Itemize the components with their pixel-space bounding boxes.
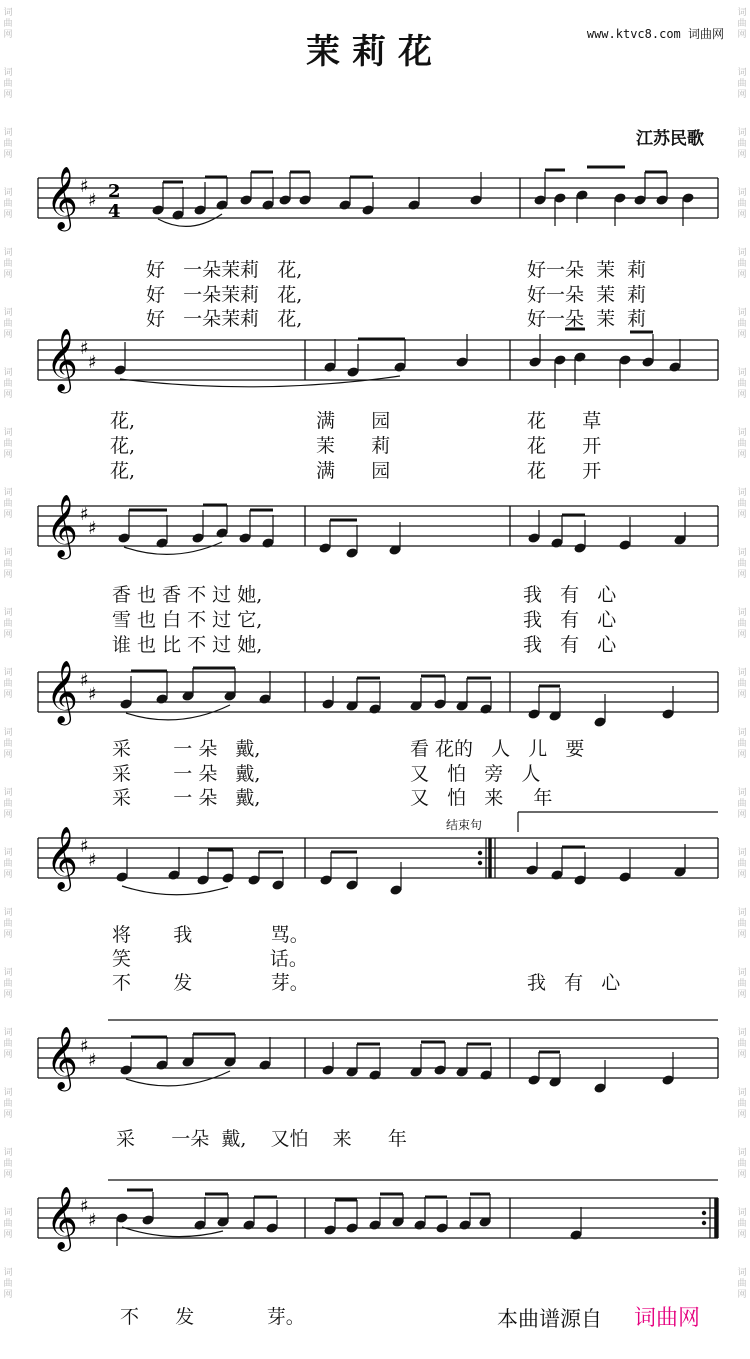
time-signature-bottom: 4: [108, 201, 121, 222]
song-credit: 江苏民歌: [636, 129, 704, 149]
treble-clef-icon: 𝄞: [46, 1186, 78, 1249]
staff-system-7: [0, 1186, 750, 1260]
lyric-s2-l2a: 花,: [110, 435, 136, 457]
lyric-s1-l1a: 好 一朵茉莉 花,: [146, 259, 303, 281]
time-signature-top: 2: [108, 181, 121, 202]
treble-clef-icon: 𝄞: [46, 660, 78, 723]
staff-system-6: [0, 1026, 750, 1100]
site-tag[interactable]: www.ktvc8.com 词曲网: [586, 27, 724, 41]
sharp-icon: ♯: [88, 1210, 97, 1231]
page-title: 茉莉花: [306, 32, 444, 72]
slur: [158, 214, 222, 226]
treble-clef-icon: 𝄞: [46, 494, 78, 557]
lyric-s3-l2b: 我 有 心: [523, 609, 617, 631]
lyric-s1-l2a: 好 一朵茉莉 花,: [146, 284, 303, 306]
staff-system-2: [0, 328, 750, 402]
lyric-s4-l3b: 又 怕 来 年: [410, 787, 553, 809]
lyric-s2-l2c: 花 开: [527, 435, 602, 457]
lyric-s1-l3b: 好一朵 茉 莉: [527, 308, 647, 330]
watermark-left: 词 曲 网 词 曲 网 词 曲 网 词 曲 网 词 曲 网 词 曲 网 词 曲 网 词 曲 网 词 曲 网 词 曲 网 词 曲 网 词 曲 网 词 曲 网 词 曲 网 词 曲 网 词 曲 网 词 曲 网 词 曲 网 词 曲 网 词 曲 网 词 曲 网 词 曲 网: [3, 8, 13, 1300]
lyric-s5-l2: 笑 话。: [112, 948, 308, 970]
lyric-s3-l2a: 雪 也 白 不 过 它,: [112, 609, 263, 631]
footer-site-link[interactable]: 词曲网: [634, 1306, 701, 1331]
lyric-s1-l2b: 好一朵 茉 莉: [527, 284, 647, 306]
sharp-icon: ♯: [80, 670, 89, 691]
lyric-s2-l3a: 花,: [110, 460, 136, 482]
lyric-s1-l3a: 好 一朵茉莉 花,: [146, 308, 303, 330]
treble-clef-icon: 𝄞: [46, 826, 78, 889]
sharp-icon: ♯: [80, 338, 89, 359]
lyric-s2-l1a: 花,: [110, 410, 136, 432]
footer-source: 本曲谱源自: [497, 1307, 602, 1331]
staff-system-3: [0, 494, 750, 568]
treble-clef-icon: 𝄞: [46, 1026, 78, 1089]
treble-clef-icon: 𝄞: [46, 166, 78, 229]
lyric-s5-l3: 不 发 芽。: [112, 972, 309, 994]
lyric-s5-l3b: 我 有 心: [527, 972, 621, 994]
lyric-s4-l1b: 看 花的 人 儿 要: [410, 738, 585, 760]
lyric-s1-l1b: 好一朵 茉 莉: [527, 259, 647, 281]
lyric-s3-l3a: 谁 也 比 不 过 她,: [112, 634, 263, 656]
sharp-icon: ♯: [80, 504, 89, 525]
lyric-s4-l3a: 采 一 朵 戴,: [112, 787, 261, 809]
treble-clef-icon: 𝄞: [46, 328, 78, 391]
lyric-s2-l3c: 花 开: [527, 460, 602, 482]
lyric-s4-l2a: 采 一 朵 戴,: [112, 763, 261, 785]
sharp-icon: ♯: [88, 1050, 97, 1071]
lyric-s3-l1a: 香 也 香 不 过 她,: [112, 584, 263, 606]
staff-system-4: [0, 660, 750, 734]
sharp-icon: ♯: [80, 836, 89, 857]
lyric-s2-l2b: 茉 莉: [316, 435, 391, 457]
lyric-s2-l3b: 满 园: [316, 460, 391, 482]
lyric-s4-l1a: 采 一 朵 戴,: [112, 738, 261, 760]
sharp-icon: ♯: [88, 684, 97, 705]
lyric-s7-l1: 不 发 芽。: [120, 1306, 305, 1328]
slur: [120, 376, 400, 387]
sharp-icon: ♯: [80, 1196, 89, 1217]
lyric-s3-l3b: 我 有 心: [523, 634, 617, 656]
lyric-s2-l1b: 满 园: [316, 410, 391, 432]
ending-label: 结束句: [446, 818, 483, 832]
sharp-icon: ♯: [88, 518, 97, 539]
lyric-s2-l1c: 花 草: [527, 410, 602, 432]
staff-system-1: [0, 166, 750, 240]
sharp-icon: ♯: [88, 190, 97, 211]
lyric-s3-l1b: 我 有 心: [523, 584, 617, 606]
lyric-s6-l1: 采 一朵 戴, 又怕 来 年: [116, 1128, 407, 1150]
slur: [124, 542, 222, 554]
sharp-icon: ♯: [88, 850, 97, 871]
lyric-s4-l2b: 又 怕 旁 人: [410, 763, 541, 785]
sharp-icon: ♯: [80, 1036, 89, 1057]
sharp-icon: ♯: [88, 352, 97, 373]
lyric-s5-l1: 将 我 骂。: [112, 924, 309, 946]
staff-system-5: [0, 826, 750, 900]
watermark-right: 词 曲 网 词 曲 网 词 曲 网 词 曲 网 词 曲 网 词 曲 网 词 曲 网 词 曲 网 词 曲 网 词 曲 网 词 曲 网 词 曲 网 词 曲 网 词 曲 网 词 曲 网 词 曲 网 词 曲 网 词 曲 网 词 曲 网 词 曲 网 词 曲 网 词 曲 网: [737, 8, 747, 1300]
sharp-icon: ♯: [80, 176, 89, 197]
slur: [122, 886, 228, 895]
